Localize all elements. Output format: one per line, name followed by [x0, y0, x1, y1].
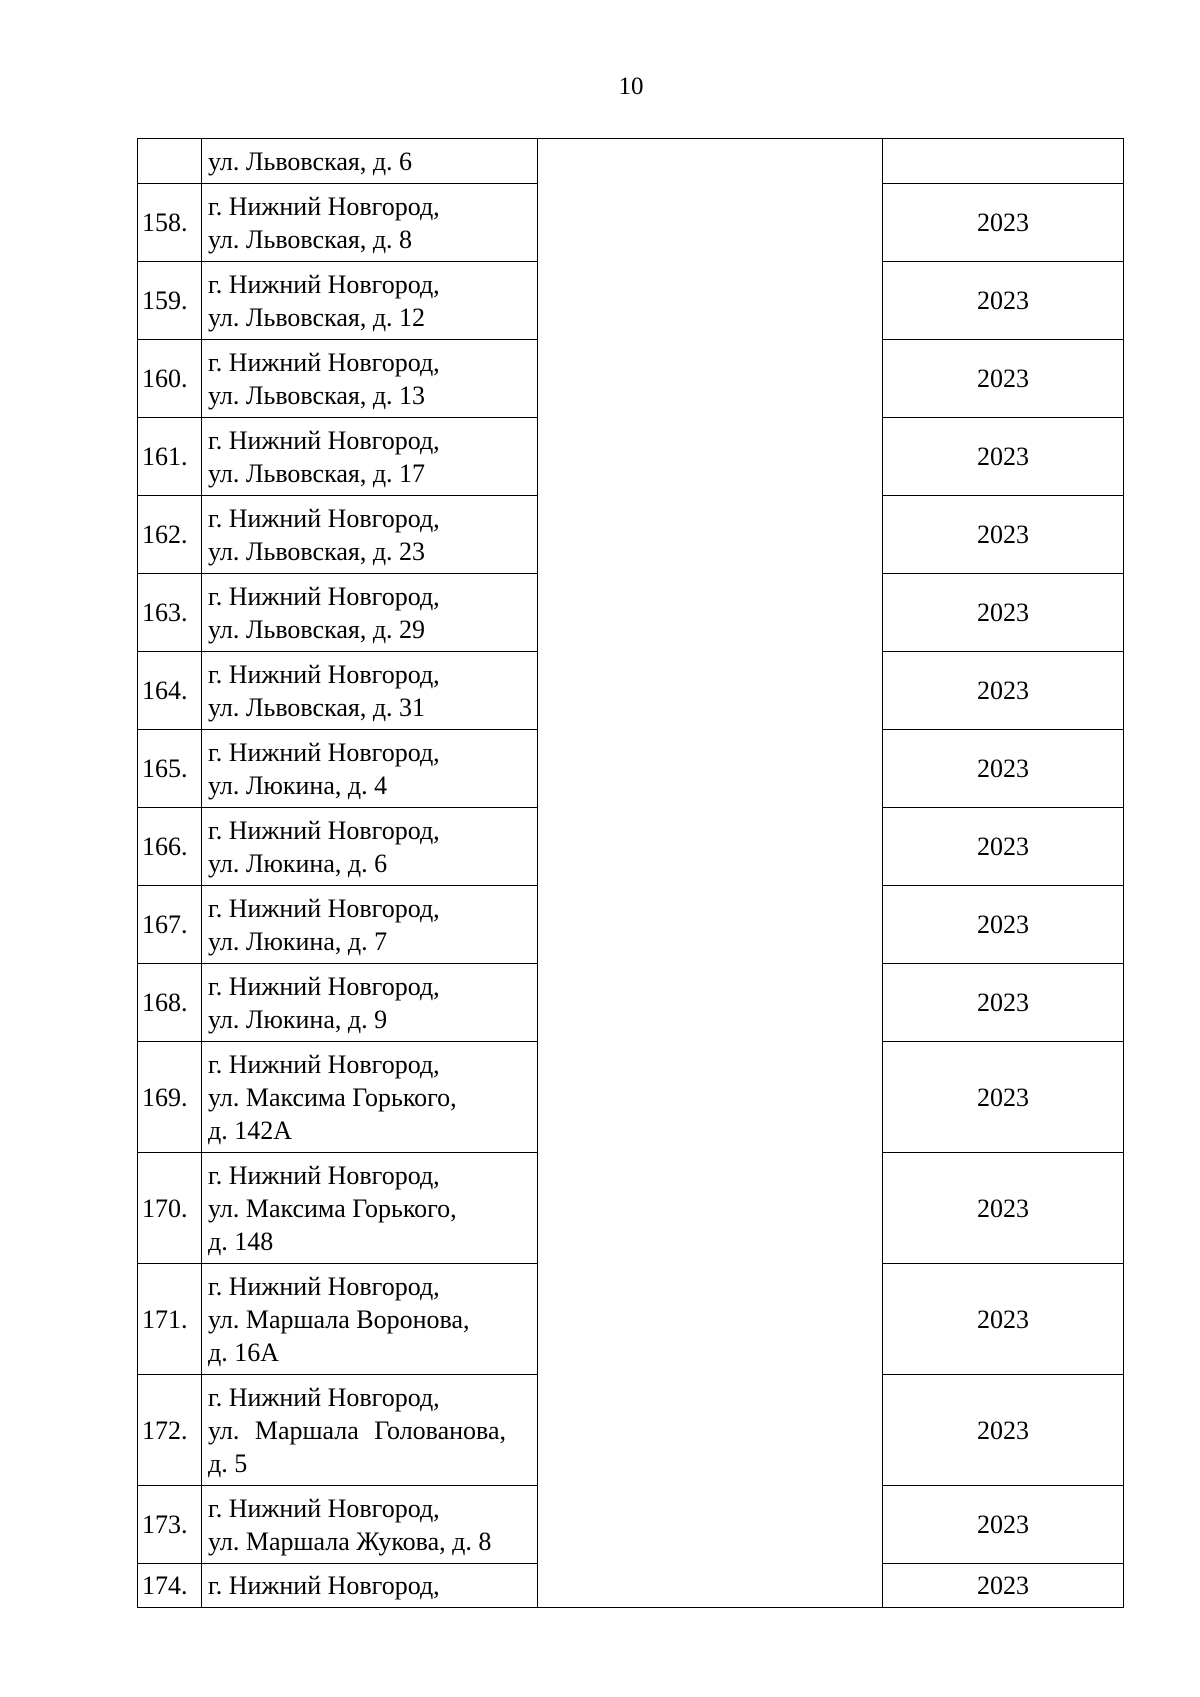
row-number: [138, 139, 202, 184]
row-number: 164.: [138, 652, 202, 730]
row-number: 173.: [138, 1486, 202, 1564]
year-cell: 2023: [883, 574, 1124, 652]
row-number: 167.: [138, 886, 202, 964]
address-line: ул. Львовская, д. 29: [208, 614, 426, 644]
address-line: ул. Львовская, д. 13: [208, 380, 426, 410]
address-line: г. Нижний Новгород,: [208, 1382, 440, 1412]
row-number: 170.: [138, 1153, 202, 1264]
address-cell: [202, 886, 538, 964]
address-line: г. Нижний Новгород,: [208, 1571, 440, 1600]
address-line: ул. Максима Горького,: [208, 1082, 457, 1112]
address-line: г. Нижний Новгород,: [208, 1493, 440, 1523]
address-cell: [202, 139, 538, 184]
year-cell: [883, 139, 1124, 184]
address-cell: [202, 184, 538, 262]
row-number: 161.: [138, 418, 202, 496]
year-cell: 2023: [883, 808, 1124, 886]
address-line: ул. Люкина, д. 7: [208, 926, 388, 956]
address-cell: [202, 730, 538, 808]
address-cell: [202, 1264, 538, 1375]
year-cell: 2023: [883, 1375, 1124, 1486]
address-line: г. Нижний Новгород,: [208, 269, 440, 299]
year-cell: 2023: [883, 652, 1124, 730]
address-line: д. 142А: [208, 1115, 293, 1145]
address-line: г. Нижний Новгород,: [208, 893, 440, 923]
row-number: 159.: [138, 262, 202, 340]
year-cell: 2023: [883, 262, 1124, 340]
address-cell: [202, 1564, 538, 1608]
address-cell: [202, 574, 538, 652]
address-line: ул. Львовская, д. 31: [208, 692, 426, 722]
merged-empty-cell: [538, 139, 883, 1608]
year-cell: 2023: [883, 1153, 1124, 1264]
row-number: 174.: [138, 1564, 202, 1608]
page-number: 10: [618, 73, 644, 100]
address-cell: [202, 1375, 538, 1486]
row-number: 165.: [138, 730, 202, 808]
address-line: ул. Люкина, д. 4: [208, 770, 388, 800]
row-number: 163.: [138, 574, 202, 652]
address-line: г. Нижний Новгород,: [208, 815, 440, 845]
year-cell: 2023: [883, 1564, 1124, 1608]
year-cell: 2023: [883, 730, 1124, 808]
address-line: ул. Люкина, д. 9: [208, 1004, 388, 1034]
address-line: г. Нижний Новгород,: [208, 1160, 440, 1190]
year-cell: 2023: [883, 340, 1124, 418]
address-line: ул. Львовская, д. 12: [208, 302, 426, 332]
address-line: ул. Маршала Жукова, д. 8: [208, 1526, 492, 1556]
row-number: 169.: [138, 1042, 202, 1153]
year-cell: 2023: [883, 1486, 1124, 1564]
row-number: 162.: [138, 496, 202, 574]
address-cell: [202, 1486, 538, 1564]
address-cell: [202, 262, 538, 340]
year-cell: 2023: [883, 418, 1124, 496]
address-line: г. Нижний Новгород,: [208, 1049, 440, 1079]
address-line: г. Нижний Новгород,: [208, 737, 440, 767]
address-line: ул. Люкина, д. 6: [208, 848, 388, 878]
year-cell: 2023: [883, 184, 1124, 262]
addresses-table: [137, 138, 1124, 1608]
address-line: ул. Максима Горького,: [208, 1193, 457, 1223]
address-line: д. 16А: [208, 1337, 280, 1367]
address-cell: [202, 340, 538, 418]
row-number: 166.: [138, 808, 202, 886]
address-line: г. Нижний Новгород,: [208, 1271, 440, 1301]
row-number: 168.: [138, 964, 202, 1042]
address-cell: [202, 418, 538, 496]
address-line: г. Нижний Новгород,: [208, 971, 440, 1001]
year-cell: 2023: [883, 1042, 1124, 1153]
address-line: г. Нижний Новгород,: [208, 425, 440, 455]
address-line: ул. Маршала Воронова,: [208, 1304, 470, 1334]
address-cell: [202, 496, 538, 574]
row-number: 171.: [138, 1264, 202, 1375]
year-cell: 2023: [883, 1264, 1124, 1375]
address-cell: [202, 808, 538, 886]
table-row: [138, 139, 1124, 184]
year-cell: 2023: [883, 886, 1124, 964]
address-line: ул. Львовская, д. 6: [208, 146, 413, 176]
year-cell: 2023: [883, 496, 1124, 574]
address-line: г. Нижний Новгород,: [208, 503, 440, 533]
address-cell: [202, 1042, 538, 1153]
address-line: г. Нижний Новгород,: [208, 347, 440, 377]
address-line: д. 148: [208, 1226, 274, 1256]
address-line: д. 5: [208, 1448, 248, 1478]
address-line: ул. Львовская, д. 23: [208, 536, 426, 566]
year-cell: 2023: [883, 964, 1124, 1042]
row-number: 160.: [138, 340, 202, 418]
address-line: ул. Львовская, д. 17: [208, 458, 426, 488]
address-cell: [202, 964, 538, 1042]
address-line: ул. Львовская, д. 8: [208, 224, 413, 254]
address-line: г. Нижний Новгород,: [208, 581, 440, 611]
address-line: ул. Маршала Голованова,: [208, 1415, 507, 1445]
row-number: 158.: [138, 184, 202, 262]
address-cell: [202, 1153, 538, 1264]
address-cell: [202, 652, 538, 730]
row-number: 172.: [138, 1375, 202, 1486]
address-line: г. Нижний Новгород,: [208, 659, 440, 689]
address-line: г. Нижний Новгород,: [208, 191, 440, 221]
